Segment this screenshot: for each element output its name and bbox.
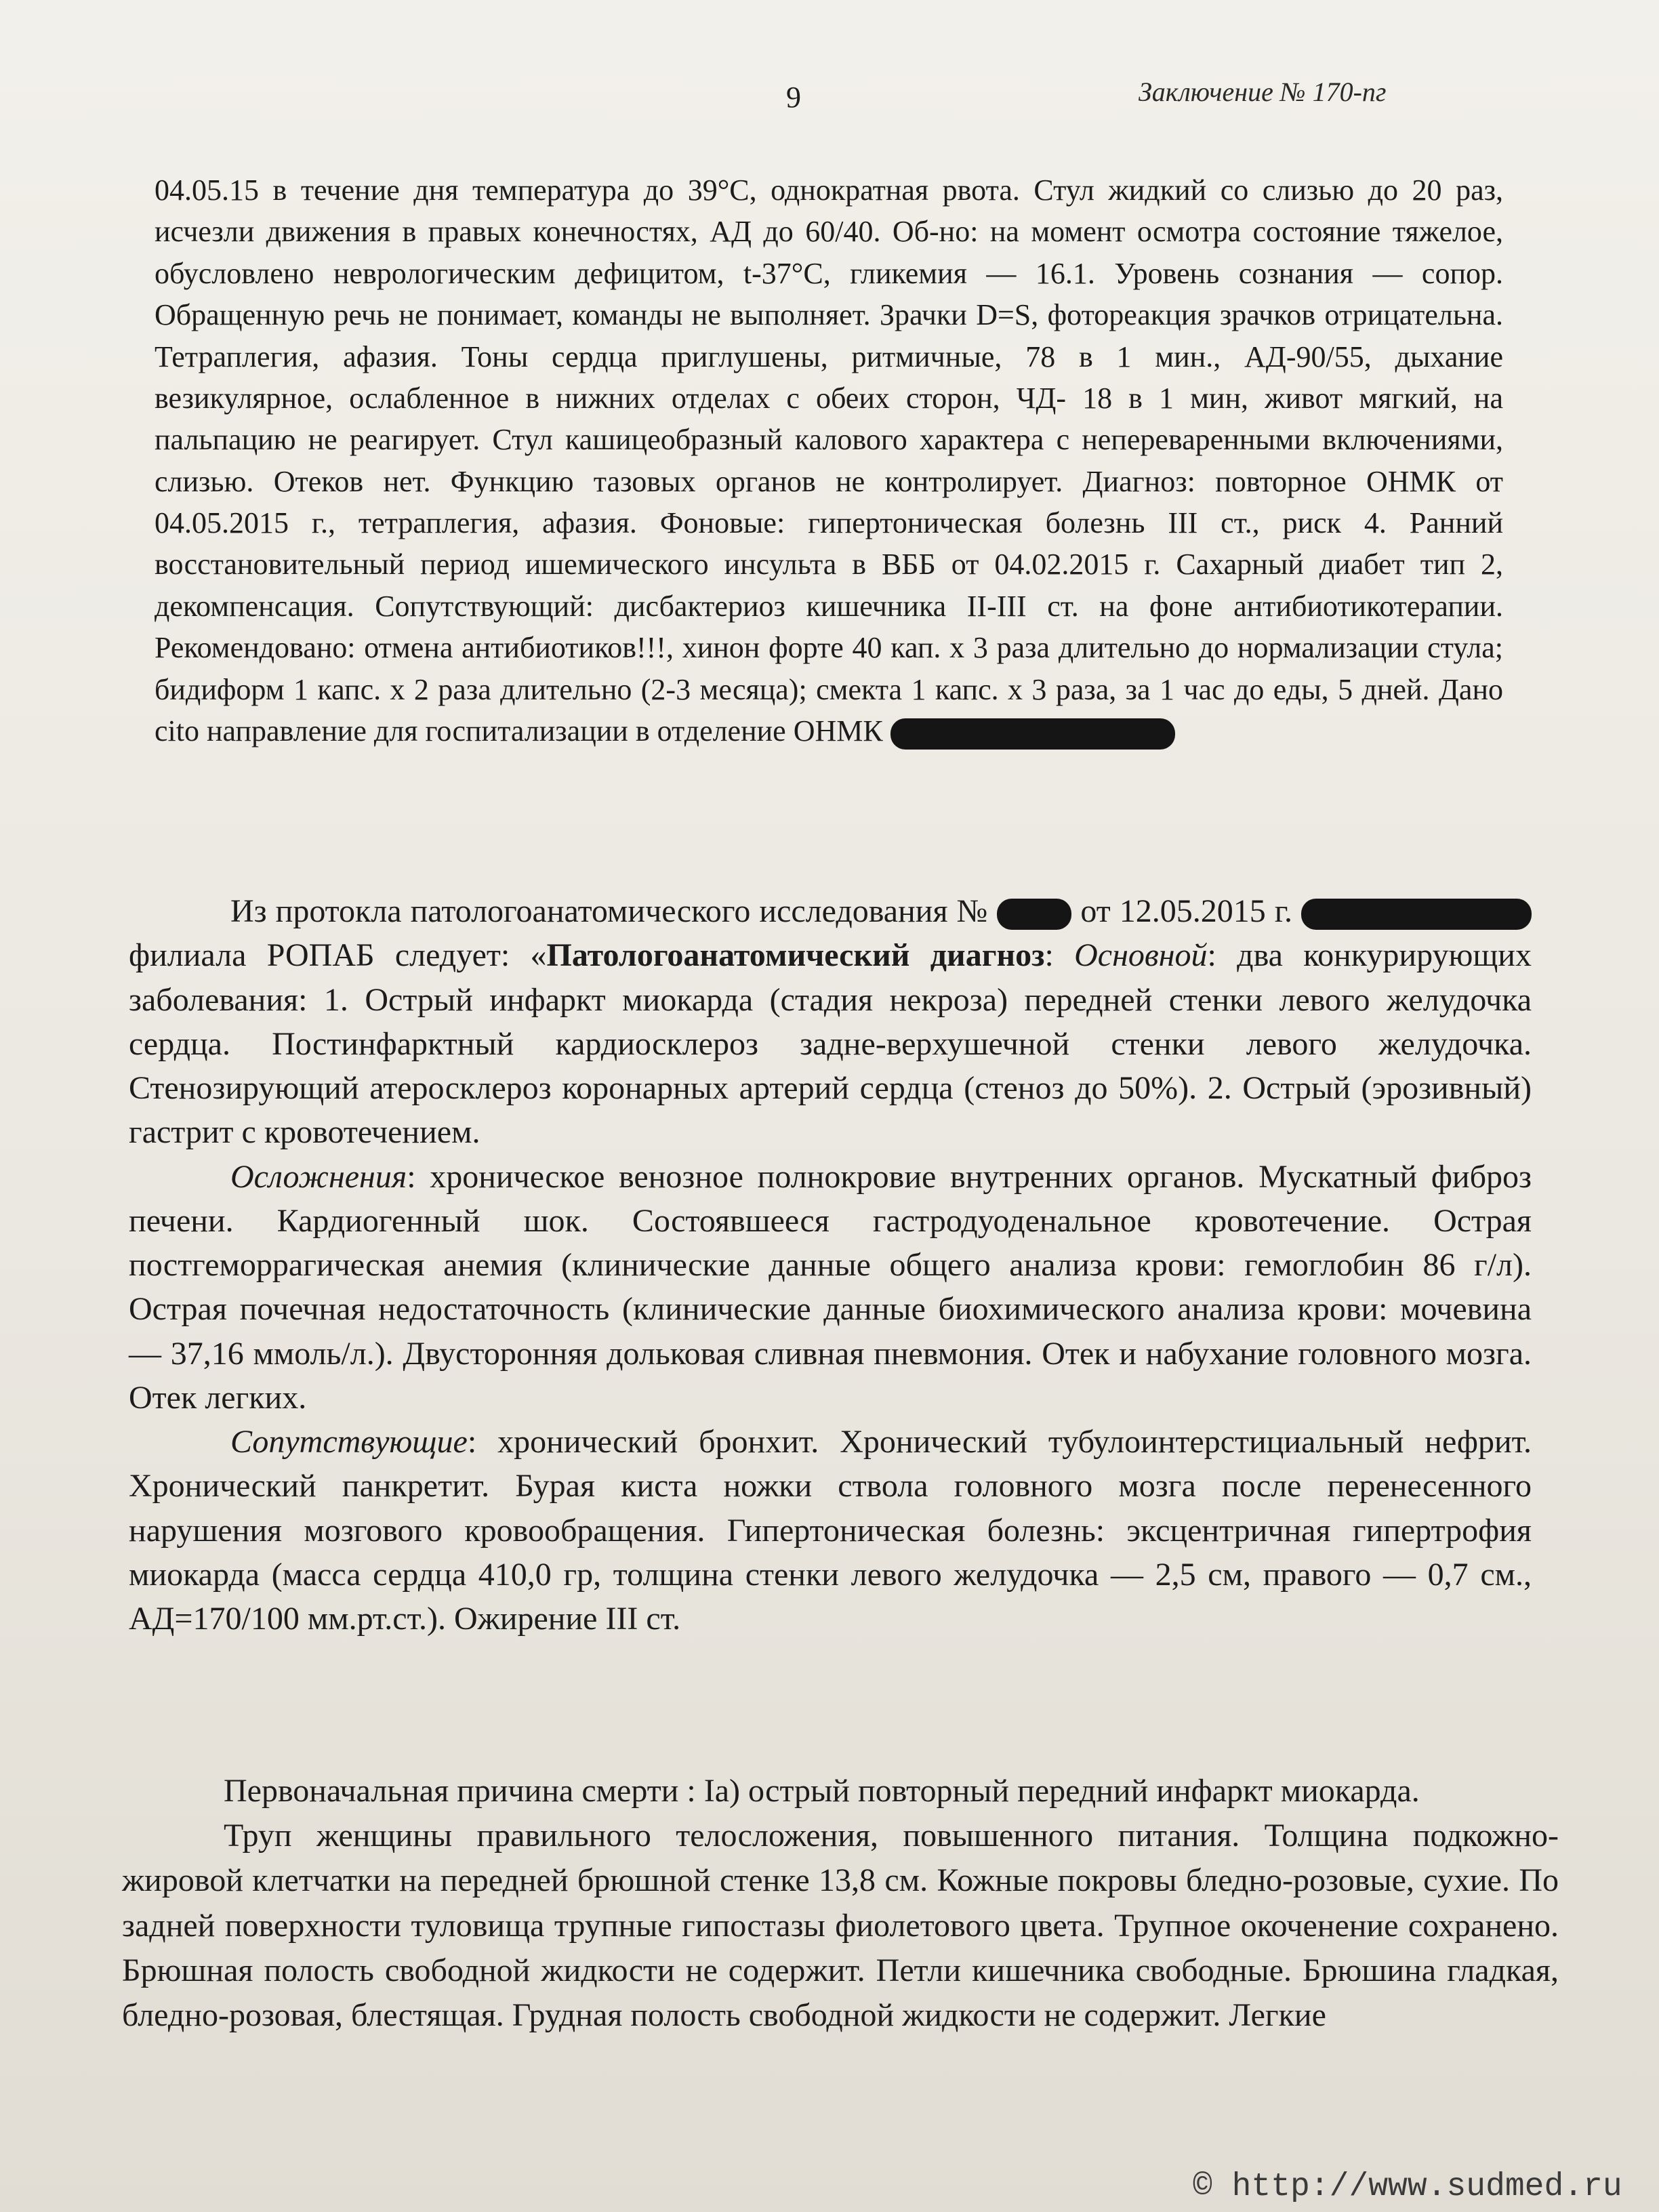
complications-text: : хроническое венозное полнокровие внутренних органов. Мускатный фиброз печени. Кардиогенный шок. Состоявшееся гастродуоденальное кровотечение. Острая постгеморрагическая анемия (клинические данные общего анализа крови: гемоглобин 86 г/л). Острая почечная недостаточность (клинические данные биохимического анализа крови: мочевина — 37,16 ммоль/л.). Двусторонняя дольковая сливная пневмония. Отек и набухание головного мозга. Отек легких. — [129, 1158, 1532, 1416]
clinical-history-text: 04.05.15 в течение дня температура до 39°С, однократная рвота. Стул жидкий со слизью до 20 раз, исчезли движения в правых конечностях, АД до 60/40. Об-но: на момент осмотра состояние тяжелое, обусловлено неврологическим дефицитом, t-37°С, гликемия — 16.1. Уровень сознания — сопор. Обращенную речь не понимает, команды не выполняет. Зрачки D=S, фотореакция зрачков отрицательна. Тетраплегия, афазия. Тоны сердца приглушены, ритмичные, 78 в 1 мин., АД-90/55, дыхание везикулярное, ослабленное в нижних отделах с обеих сторон, ЧД- 18 в 1 мин, живот мягкий, на пальпацию не реагирует. Стул кашицеобразный калового характера с непереваренными включениями, слизью. Отеков нет. Функцию тазовых органов не контролирует. Диагноз: повторное ОНМК от 04.05.2015 г., тетраплегия, афазия. Фоновые: гипертоническая болезнь III ст., риск 4. Ранний восстановительный период ишемического инсульта в ВББ от 04.02.2015 г. Сахарный диабет тип 2, декомпенсация. Сопутствующий: дисбактериоз кишечника II-III ст. на фоне антибиотикотерапии. Рекомендовано: отмена антибиотиков!!!, хинон форте 40 кап. х 3 раза длительно до нормализации стула; бидиформ 1 капс. х 2 раза длительно (2-3 месяца); смекта 1 капс. х 3 раза, за 1 час до еды, 5 дней. Дано cito направление для госпитализации в отделение ОНМК — [155, 173, 1503, 747]
main-diagnosis-text: : два конкурирующих заболевания: 1. Острый инфаркт миокарда (стадия некроза) передней стенки левого желудочка сердца. Постинфарктный кардиосклероз задне-верхушечной стенки левого желудочка. Стенозирующий атеросклероз коронарных артерий сердца (стеноз до 50%). 2. Острый (эрозивный) гастрит с кровотечением. — [129, 937, 1532, 1151]
concomitant-text: : хронический бронхит. Хронический тубулоинтерстициальный нефрит. Хронический панкретит. Бурая киста ножки ствола головного мозга после перенесенного нарушения мозгового кровообращения. Гипертоническая болезнь: эксцентричная гипертрофия миокарда (масса сердца 410,0 гр, толщина стенки левого желудочка — 2,5 см, правого — 0,7 см., АД=170/100 мм.рт.ст.). Ожирение III ст. — [129, 1424, 1532, 1637]
protocol-intro-b: от 12.05.2015 г. — [1080, 893, 1293, 929]
external-examination — [122, 1814, 1559, 2038]
cause-of-death — [122, 1769, 1559, 1814]
complications-label: Осложнения — [230, 1158, 407, 1195]
document-reference: Заключение № 170-пг — [1139, 77, 1387, 107]
main-diagnosis-label: Основной — [1074, 937, 1208, 974]
clinical-history-paragraph — [155, 169, 1503, 752]
external-examination-text: Труп женщины правильного телосложения, повышенного питания. Толщина подкожно-жировой клетчатки на передней брюшной стенке 13,8 см. Кожные покровы бледно-розовые, сухие. По задней поверхности туловища трупные гипостазы фиолетового цвета. Трупное окоченение сохранено. Брюшная полость свободной жидкости не содержит. Петли кишечника свободные. Брюшина гладкая, бледно-розовая, блестящая. Грудная полость свободной жидкости не содержит. Легкие — [122, 1818, 1559, 2034]
cause-of-death-text: Первоначальная причина смерти : Ia) острый повторный передний инфаркт миокарда. — [224, 1773, 1420, 1809]
redaction-mark — [890, 718, 1175, 750]
diagnosis-colon: : — [1044, 937, 1054, 974]
protocol-intro-c: филиала РОПАБ следует: « — [129, 937, 547, 974]
concomitant-paragraph — [129, 1420, 1532, 1641]
concomitant-label: Сопутствующие — [230, 1424, 468, 1460]
watermark-url: © http://www.sudmed.ru — [1193, 2169, 1622, 2205]
autopsy-protocol-section — [129, 889, 1532, 1641]
diagnosis-title: Патологоанатомический диагноз — [546, 937, 1045, 974]
findings-section — [122, 1769, 1559, 2038]
redaction-mark — [1301, 899, 1532, 930]
complications-paragraph — [129, 1155, 1532, 1420]
protocol-intro-a: Из протокла патологоанатомического исследования № — [230, 893, 989, 929]
page-number: 9 — [786, 81, 801, 114]
protocol-intro — [129, 889, 1532, 1155]
redaction-mark — [997, 899, 1071, 930]
